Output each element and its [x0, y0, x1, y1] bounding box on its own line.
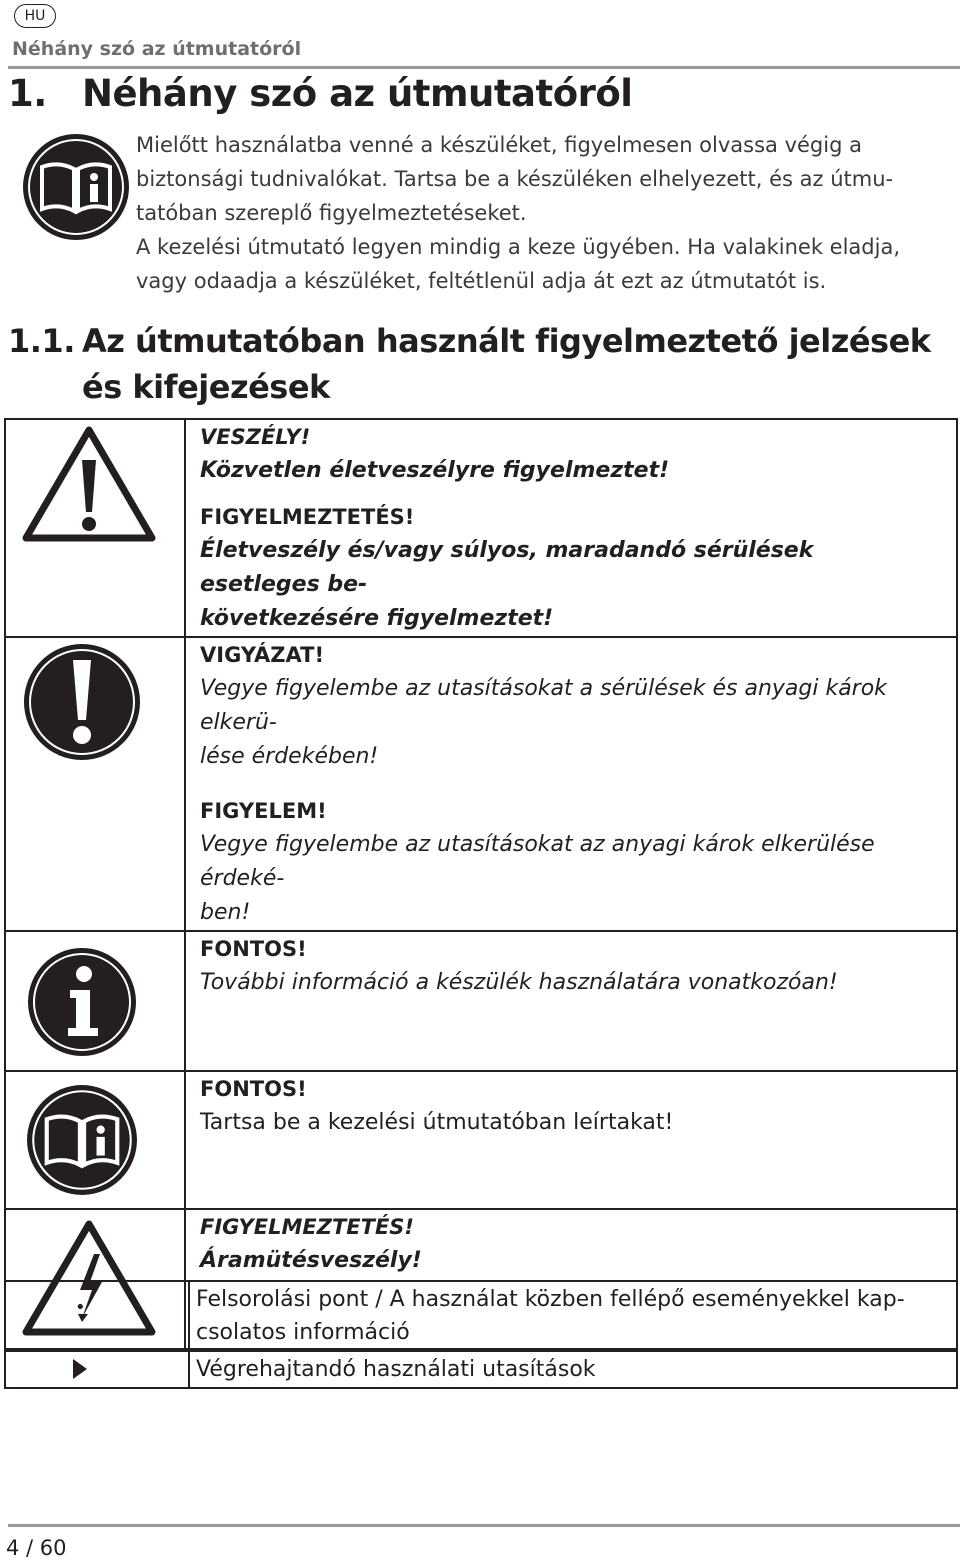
table-row	[5, 419, 957, 637]
warning-symbols-table	[4, 418, 958, 1350]
language-badge: HU	[14, 4, 56, 28]
bullet-legend-line1: Felsorolási pont / A használat közben fellépő eseményekkel kap-	[196, 1287, 905, 1312]
manual-signal-word: FONTOS!	[200, 1077, 307, 1101]
info-signal-word: FONTOS!	[200, 937, 307, 961]
table-row	[5, 637, 957, 931]
table-row	[5, 931, 957, 1071]
attention-signal-word: FIGYELEM!	[200, 799, 327, 823]
subsection-number: 1.1.	[8, 322, 75, 360]
header-divider	[8, 66, 960, 69]
danger-triangle-icon	[6, 420, 184, 544]
section-title: Néhány szó az útmutatóról	[82, 72, 633, 115]
danger-description: Közvetlen életveszélyre figyelmeztet!	[200, 458, 670, 483]
danger-signal-word: VESZÉLY!	[200, 425, 311, 449]
attention-description: Vegye figyelembe az utasításokat az anyagi károk elkerülése érdeké- ben!	[200, 832, 875, 925]
action-arrow-icon	[7, 1353, 187, 1379]
manual-description: Tartsa be a kezelési útmutatóban leírtakat!	[200, 1110, 674, 1135]
legend-table	[4, 1280, 958, 1389]
caution-exclamation-icon	[6, 638, 184, 762]
bullet-icon: •	[75, 1297, 86, 1318]
section-heading	[8, 72, 633, 115]
electric-signal-word: FIGYELMEZTETÉS!	[200, 1215, 414, 1239]
subsection-heading: 1.1. Az útmutatóban használt figyelmeztető jelzések és kifejezések	[8, 318, 931, 410]
read-manual-icon	[6, 1072, 184, 1196]
caution-signal-word: VIGYÁZAT!	[200, 643, 325, 667]
table-row	[5, 1071, 957, 1209]
running-header: Néhány szó az útmutatóról	[12, 38, 302, 60]
caution-description: Vegye figyelembe az utasításokat a sérülések és anyagi károk elkerü- lése érdekében!	[200, 676, 887, 769]
warning-description: Életveszély és/vagy súlyos, maradandó sérülések esetleges be- következésére figyelmeztet!	[200, 538, 814, 631]
page-number: 4 / 60	[6, 1536, 67, 1560]
info-icon	[6, 932, 184, 1058]
warning-signal-word: FIGYELMEZTETÉS!	[200, 505, 415, 529]
read-manual-icon	[22, 133, 130, 241]
section-number: 1.	[8, 72, 47, 115]
table-row	[5, 1351, 957, 1388]
action-legend-text: Végrehajtandó használati utasítások	[196, 1357, 596, 1382]
bullet-legend-line2: csolatos információ	[196, 1320, 410, 1345]
intro-paragraph: Mielőtt használatba venné a készüléket, figyelmesen olvassa végig a biztonsági tudnivalókat. Tartsa be a készüléken elhelyezett, és az útmu- tatóban szereplő figyelmeztetéseket. A kezelési útmutató legyen mindig a keze ügyében. Ha valakinek eladja, vagy odaadja a készüléket, feltétlenül adja át ezt az útmutatót is.	[136, 133, 900, 293]
footer-divider	[8, 1524, 960, 1527]
electric-description: Áramütésveszély!	[200, 1248, 422, 1273]
table-row	[5, 1281, 957, 1351]
info-description: További információ a készülék használatára vonatkozóan!	[200, 970, 838, 995]
